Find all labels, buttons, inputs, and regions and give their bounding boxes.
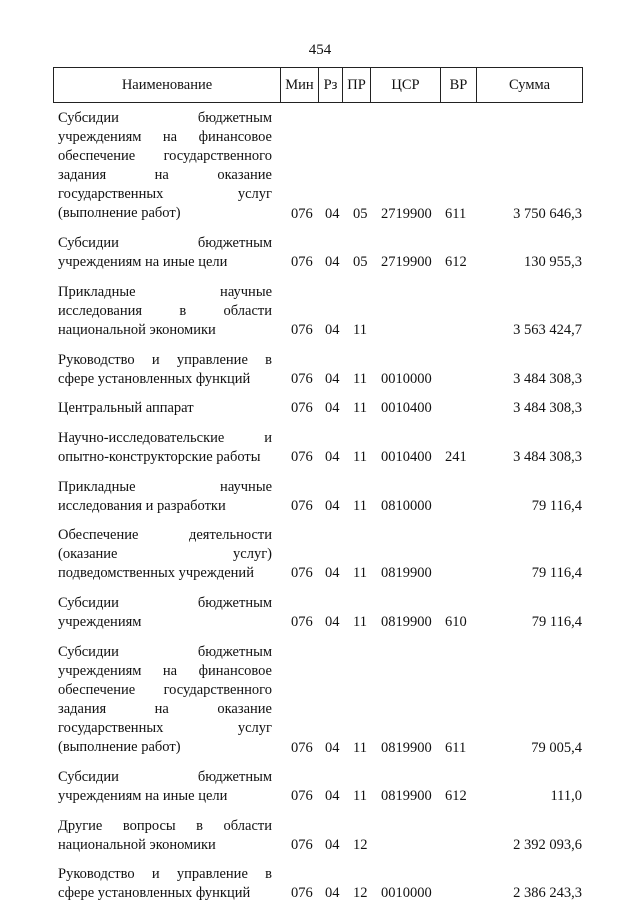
row-pr: 11 xyxy=(353,614,367,630)
row-name-line: Другие вопросы в области xyxy=(58,818,272,834)
page-number: 454 xyxy=(308,42,332,58)
row-min: 076 xyxy=(291,322,313,338)
row-rz: 04 xyxy=(325,322,340,338)
row-name xyxy=(58,478,272,516)
row-name-line: Руководство и управление в xyxy=(58,352,272,368)
row-rz: 04 xyxy=(325,740,340,756)
row-csr: 0819900 xyxy=(381,565,432,581)
row-name-line: Субсидии бюджетным xyxy=(58,595,272,611)
row-min: 076 xyxy=(291,565,313,581)
row-vr: 612 xyxy=(445,254,467,270)
row-name-line: Субсидии бюджетным xyxy=(58,644,272,660)
column-header-rz: Рз xyxy=(319,68,343,102)
row-name-line: сфере установленных функций xyxy=(58,371,251,388)
row-name-line: Субсидии бюджетным xyxy=(58,110,272,126)
row-sum: 79 005,4 xyxy=(531,740,582,756)
row-pr: 11 xyxy=(353,322,367,338)
row-sum: 2 392 093,6 xyxy=(513,837,582,853)
column-header-min: Мин xyxy=(281,68,319,102)
column-header-sum: Сумма xyxy=(508,76,551,93)
row-min: 076 xyxy=(291,837,313,853)
row-pr: 11 xyxy=(353,449,367,465)
row-sum: 79 116,4 xyxy=(531,498,582,514)
row-pr: 11 xyxy=(353,400,367,416)
row-min: 076 xyxy=(291,788,313,804)
row-name-line: Обеспечение деятельности xyxy=(58,527,272,543)
row-pr: 05 xyxy=(353,254,368,270)
row-name-line: (выполнение работ) xyxy=(58,739,181,756)
row-name-line: задания на оказание xyxy=(58,167,272,184)
row-sum: 79 116,4 xyxy=(531,614,582,630)
row-pr: 12 xyxy=(353,885,368,901)
row-rz: 04 xyxy=(325,498,340,514)
column-header-name: Наименование xyxy=(54,68,281,102)
table-row xyxy=(0,643,640,758)
row-rz: 04 xyxy=(325,400,340,416)
row-name xyxy=(58,109,272,224)
row-name-line: обеспечение государственного xyxy=(58,682,272,699)
row-name-line: учреждениям на финансовое xyxy=(58,663,272,680)
row-pr: 12 xyxy=(353,837,368,853)
row-sum: 79 116,4 xyxy=(531,565,582,581)
row-pr: 11 xyxy=(353,740,367,756)
row-name-line: задания на оказание xyxy=(58,701,272,718)
row-sum: 3 484 308,3 xyxy=(513,371,582,387)
row-pr: 11 xyxy=(353,788,367,804)
row-vr: 612 xyxy=(445,788,467,804)
row-pr: 11 xyxy=(353,371,367,387)
row-name-line: (выполнение работ) xyxy=(58,205,181,222)
row-csr: 0810000 xyxy=(381,498,432,514)
row-name-line: исследования и разработки xyxy=(58,498,226,515)
row-name xyxy=(58,526,272,583)
row-name-line: Субсидии бюджетным xyxy=(58,769,272,785)
row-name-line: учреждениям xyxy=(58,614,142,631)
table-header xyxy=(53,67,583,103)
column-header-csr: ЦСР xyxy=(371,68,441,102)
row-sum: 3 484 308,3 xyxy=(513,400,582,416)
row-name-line: Руководство и управление в xyxy=(58,866,272,882)
row-pr: 05 xyxy=(353,206,368,222)
table-row xyxy=(0,351,640,389)
row-pr: 11 xyxy=(353,498,367,514)
table-row xyxy=(0,234,640,272)
row-min: 076 xyxy=(291,885,313,901)
row-sum: 3 563 424,7 xyxy=(513,322,582,338)
row-min: 076 xyxy=(291,400,313,416)
row-csr: 0010000 xyxy=(381,371,432,387)
row-name-line: национальной экономики xyxy=(58,837,216,854)
table-row xyxy=(0,817,640,855)
row-vr: 610 xyxy=(445,614,467,630)
row-name xyxy=(58,817,272,855)
row-csr: 0010400 xyxy=(381,400,432,416)
row-name-line: Прикладные научные xyxy=(58,479,272,495)
row-name xyxy=(58,351,272,389)
row-vr: 611 xyxy=(445,740,467,756)
row-name xyxy=(58,429,272,467)
row-name xyxy=(58,768,272,806)
row-vr: 241 xyxy=(445,449,467,465)
row-min: 076 xyxy=(291,614,313,630)
row-pr: 11 xyxy=(353,565,367,581)
row-min: 076 xyxy=(291,449,313,465)
row-rz: 04 xyxy=(325,449,340,465)
row-name-line: исследования в области xyxy=(58,303,272,320)
row-name-line: подведомственных учреждений xyxy=(58,565,254,582)
row-name-line: учреждениям на иные цели xyxy=(58,254,228,271)
row-csr: 0819900 xyxy=(381,614,432,630)
row-rz: 04 xyxy=(325,614,340,630)
row-sum: 130 955,3 xyxy=(524,254,582,270)
row-vr: 611 xyxy=(445,206,467,222)
row-csr: 0010400 xyxy=(381,449,432,465)
row-csr: 2719900 xyxy=(381,206,432,222)
row-rz: 04 xyxy=(325,371,340,387)
table-row xyxy=(0,429,640,467)
row-name-line: национальной экономики xyxy=(58,322,216,339)
table-row xyxy=(0,478,640,516)
row-min: 076 xyxy=(291,206,313,222)
row-name-line: опытно-конструкторские работы xyxy=(58,449,261,466)
column-header-pr: ПР xyxy=(343,68,371,102)
row-name-line: учреждениям на иные цели xyxy=(58,788,228,805)
row-csr: 2719900 xyxy=(381,254,432,270)
row-min: 076 xyxy=(291,498,313,514)
row-rz: 04 xyxy=(325,788,340,804)
row-rz: 04 xyxy=(325,885,340,901)
row-min: 076 xyxy=(291,254,313,270)
row-name-line: государственных услуг xyxy=(58,720,272,737)
row-name xyxy=(58,283,272,340)
row-csr: 0010000 xyxy=(381,885,432,901)
row-sum: 2 386 243,3 xyxy=(513,885,582,901)
row-csr: 0819900 xyxy=(381,788,432,804)
table-row xyxy=(0,399,640,418)
row-name xyxy=(58,399,272,418)
row-name xyxy=(58,643,272,758)
row-rz: 04 xyxy=(325,837,340,853)
row-sum: 111,0 xyxy=(550,788,582,804)
table-row xyxy=(0,594,640,632)
row-name-line: Субсидии бюджетным xyxy=(58,235,272,251)
row-rz: 04 xyxy=(325,565,340,581)
row-csr: 0819900 xyxy=(381,740,432,756)
row-name xyxy=(58,865,272,903)
row-name-line: Прикладные научные xyxy=(58,284,272,300)
row-min: 076 xyxy=(291,371,313,387)
row-min: 076 xyxy=(291,740,313,756)
row-name-line: учреждениям на финансовое xyxy=(58,129,272,146)
row-name-line: Центральный аппарат xyxy=(58,400,194,416)
row-sum: 3 750 646,3 xyxy=(513,206,582,222)
row-name-line: обеспечение государственного xyxy=(58,148,272,165)
table-row xyxy=(0,526,640,583)
table-row xyxy=(0,865,640,903)
row-rz: 04 xyxy=(325,206,340,222)
column-header-vr: ВР xyxy=(441,68,477,102)
row-rz: 04 xyxy=(325,254,340,270)
row-name-line: (оказание услуг) xyxy=(58,546,272,563)
row-name xyxy=(58,594,272,632)
table-row xyxy=(0,283,640,340)
table-row xyxy=(0,109,640,224)
row-name-line: Научно-исследовательские и xyxy=(58,430,272,446)
row-name-line: сфере установленных функций xyxy=(58,885,251,902)
table-row xyxy=(0,768,640,806)
row-name xyxy=(58,234,272,272)
row-sum: 3 484 308,3 xyxy=(513,449,582,465)
row-name-line: государственных услуг xyxy=(58,186,272,203)
